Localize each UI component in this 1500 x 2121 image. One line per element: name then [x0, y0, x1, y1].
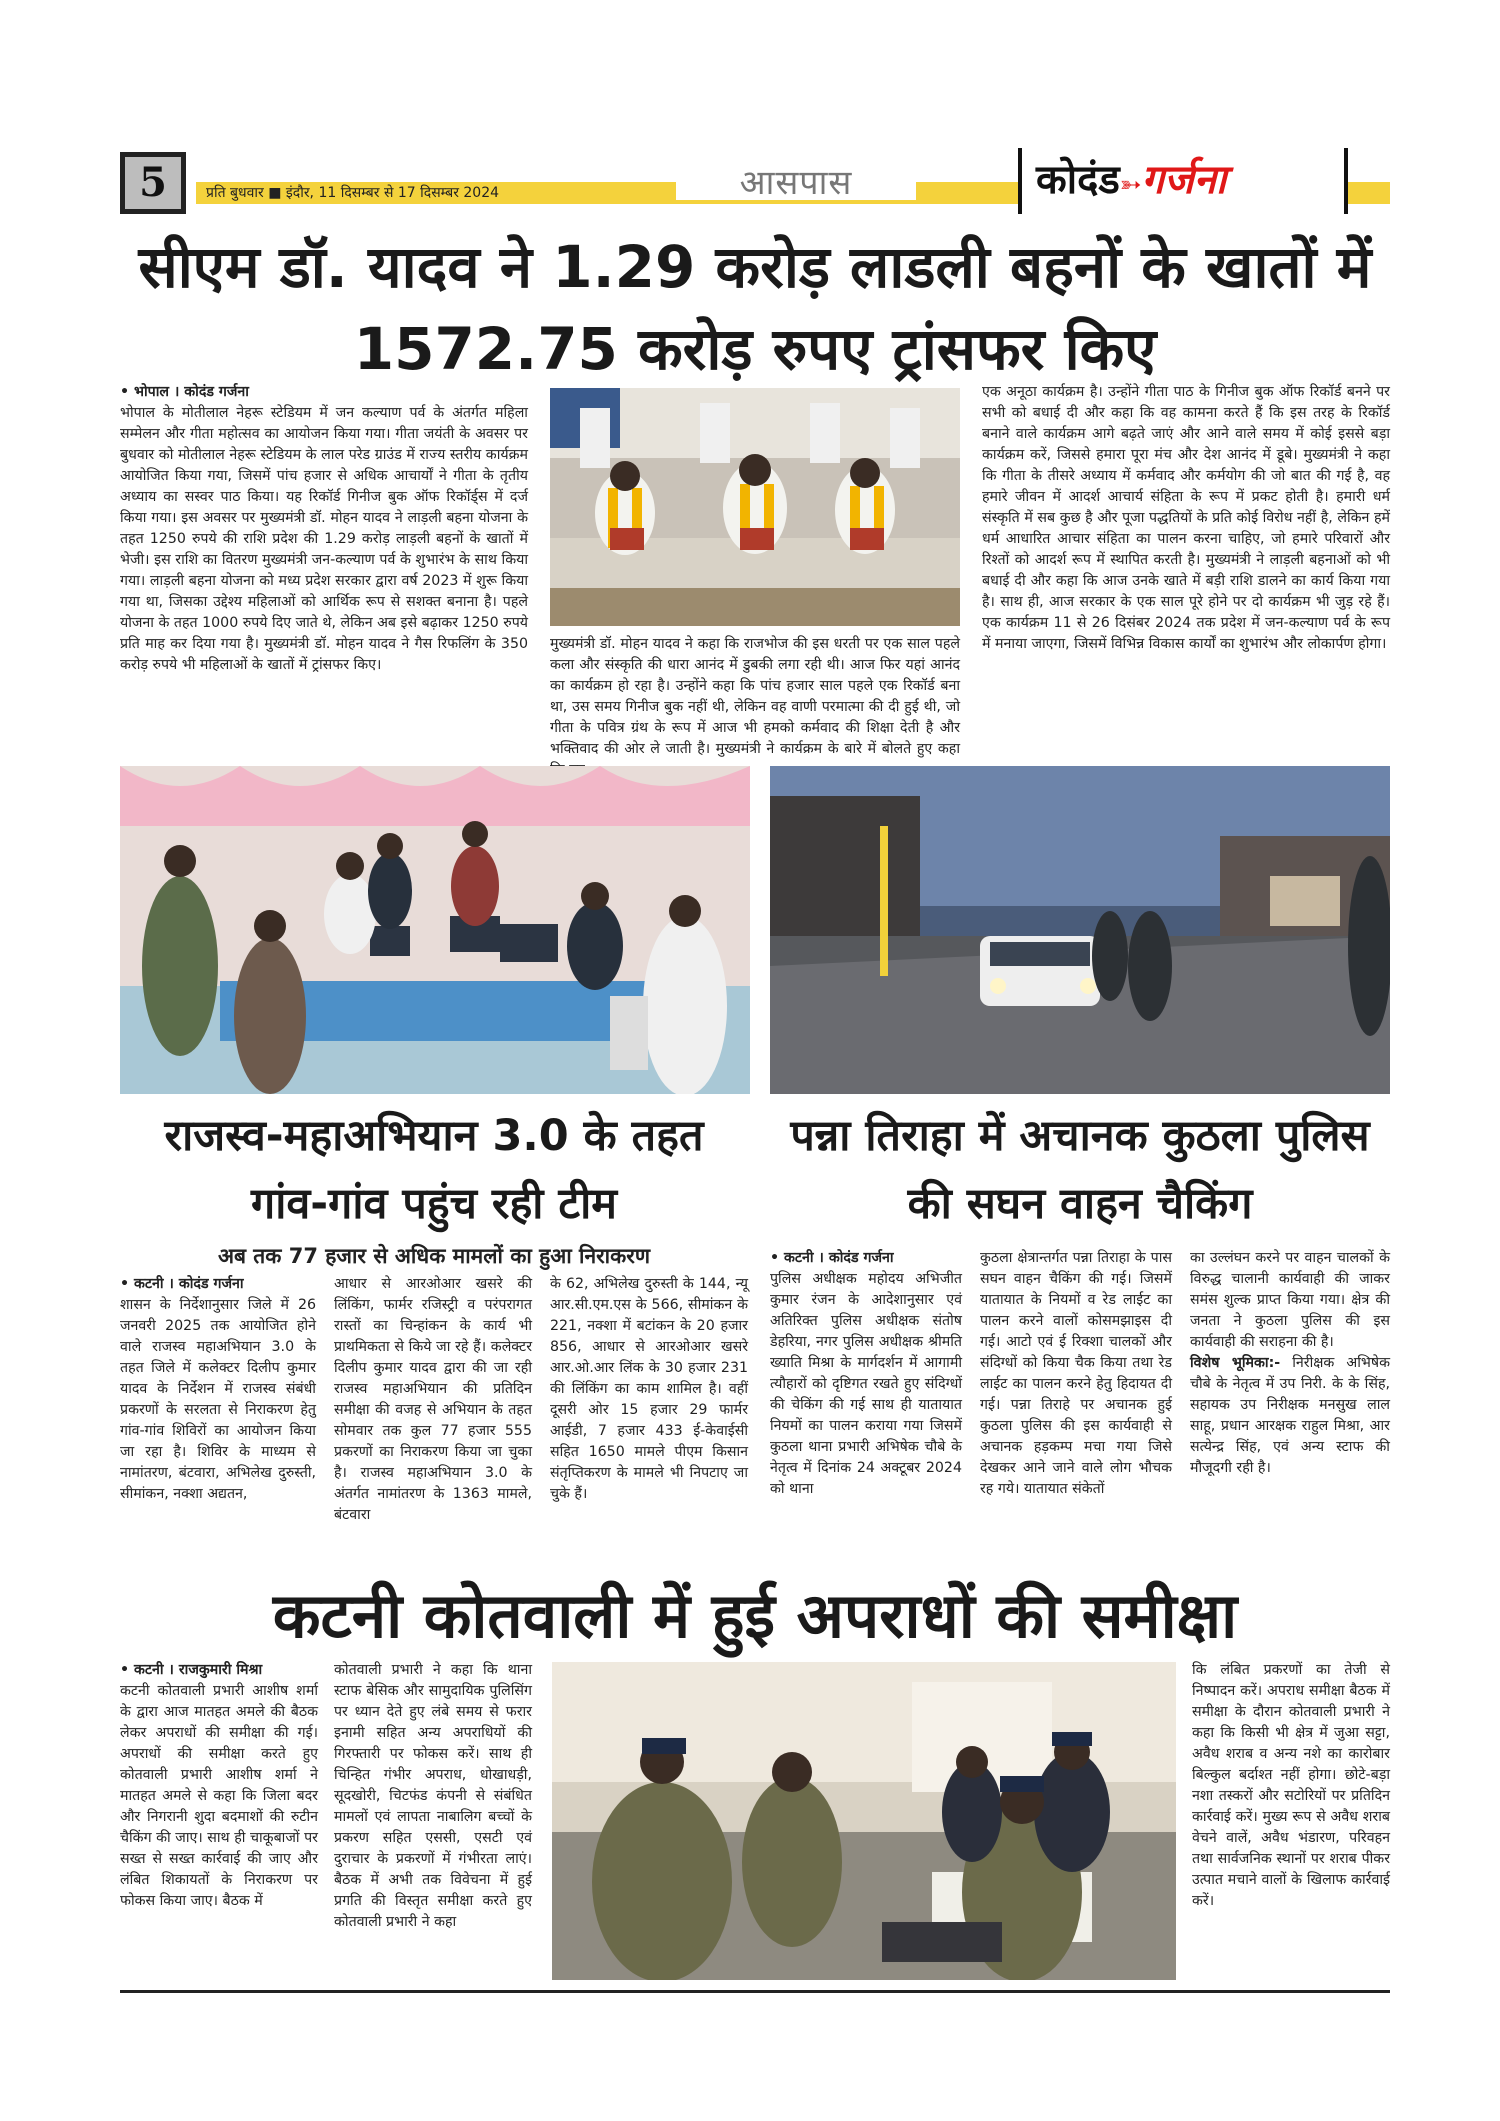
- story2-dateline: • कटनी । कोदंड गर्जना: [120, 1276, 244, 1292]
- story2-headline: राजस्व-महाअभियान 3.0 के तहत गांव-गांव पहुंच रही टीम: [164, 1111, 704, 1229]
- story4-column-1: [120, 1660, 318, 1912]
- issue-dateline: प्रति बुधवार ■ इंदौर, 11 दिसम्बर से 17 दिसम्बर 2024: [206, 185, 500, 201]
- page-number: 5: [120, 152, 186, 214]
- story3-text-3a: का उल्लंघन करने पर वाहन चालकों के विरुद्ध चालानी कार्यवाही की जाकर समंस शुल्क प्राप्त किया गया। क्षेत्र की जनता ने कुठला पुलिस की इस कार्यवाही की सराहना की है।: [1190, 1250, 1390, 1350]
- story4-headline: कटनी कोतवाली में हुई अपराधों की समीक्षा: [272, 1579, 1238, 1652]
- section-name: आसपास: [676, 166, 916, 200]
- story2-column-2: आधार से आरओआर खसरे की लिंकिंग, फार्मर रजिस्ट्री व परंपरागत रास्तों का चिन्हांकन के कार्य भी प्राथमिकता से किये जा रहे हैं। कलेक्टर दिलीप कुमार यादव द्वारा की जा रही राजस्व महाअभियान की प्रतिदिन समीक्षा की वजह से अभियान के तहत सोमवार तक कुल 77 हजार 555 प्रकरणों का निराकरण किया जा चुका है। राजस्व महाअभियान 3.0 के अंतर्गत नामांतरण के 1363 मामले, बंटवारा: [334, 1276, 532, 1523]
- page-header: [120, 152, 1390, 216]
- logo-text-left: कोदंड: [1036, 157, 1120, 203]
- story3-text-1: पुलिस अधीक्षक महोदय अभिजीत कुमार रंजन के आदेशानुसार एवं अतिरिक्त पुलिस अधीक्षक संतोष डेहरिया, नगर पुलिस अधीक्षक श्रीमति ख्याति मिश्रा के मार्गदर्शन में आगामी त्यौहारों को दृष्टिगत रखते हुए संदिग्धों की चेकिंग की गई साथ ही यातायात नियमों का पालन कराया गया जिसमें कुठला थाना प्रभारी अभिषेक चौबे के नेतृत्व में दिनांक 24 अक्टूबर 2024 को थाना: [770, 1271, 962, 1497]
- story3-column-2: कुठला क्षेत्रान्तर्गत पन्ना तिराहा के पास सघन वाहन चैकिंग की गई। जिसमें यातायात के नियमों व रेड लाईट का पालन करने वालों कोसमझाइस दी गई। आटो एवं ई रिक्शा चालकों और संदिग्धों को किया चैक किया तथा रेड लाईट का पालन करने हेतु हिदायत दी गई। पन्ना तिराहे पर अचानक हुई कुठला पुलिस की इस कार्यवाही से अचानक हड़कम्प मचा गया जिसे देखकर आने जाने वाले लोग भौचक रह गये। यातायात संकेतों: [980, 1250, 1172, 1497]
- stage-photo: [550, 388, 960, 626]
- story3-text-3b: निरीक्षक अभिषेक चौबे के नेतृत्व में उप निरी. के के सिंह, सहायक उप निरीक्षक मनसुख लाल साहू, प्रधान आरक्षक राहुल मिश्रा, आर सत्येन्द्र सिंह, एवं अन्य स्टाफ की मौजूदगी रही है।: [1190, 1355, 1390, 1476]
- story2-subheadline: अब तक 77 हजार से अधिक मामलों का हुआ निराकरण: [217, 1244, 651, 1268]
- story2-text-1: शासन के निर्देशानुसार जिले में 26 जनवरी 2025 तक आयोजित होने वाले राजस्व महाअभियान 3.0 के तहत जिले में कलेक्टर दिलीप कुमार यादव के निर्देशन में राजस्व संबंधी प्रकरणों के सरलता से निराकरण हेतु गांव-गांव शिविरों का आयोजन किया जा रहा है। शिविर के माध्यम से नामांतरण, बंटवारा, अभिलेख दुरुस्ती, सीमांकन, नक्शा अद्यतन,: [120, 1297, 316, 1502]
- traffic-check-photo: [770, 766, 1390, 1094]
- story4-column-3: कि लंबित प्रकरणों का तेजी से निष्पादन करें। अपराध समीक्षा बैठक में समीक्षा के दौरान कोतवाली प्रभारी ने कहा कि किसी भी क्षेत्र में जुआ सट्टा, अवैध शराब व अन्य नशे का कारोबार बिल्कुल बर्दाश्त नहीं होगा। छोटे-बड़ा नशा तस्करों और सटोरियों पर प्रतिदिन कार्रवाई करें। मुख्य रूप से अवैध शराब वेचने वालें, अवैध भंडारण, परिवहन तथा सार्वजनिक स्थानों पर शराब पीकर उत्पात मचाने वालों के खिलाफ कार्रवाई करें।: [1192, 1662, 1390, 1909]
- story2-column-1: [120, 1274, 316, 1505]
- story1-dateline: • भोपाल । कोदंड गर्जना: [120, 384, 249, 400]
- story1-column-2: मुख्यमंत्री डॉ. मोहन यादव ने कहा कि राजभोज की इस धरती पर एक साल पहले कला और संस्कृति की धारा आनंद में डुबकी लगा रही थी। आज फिर यहां आनंद का कार्यक्रम हो रहा है। उन्होंने कहा कि पांच हजार साल पहले एक रिकॉर्ड बना था, उस समय गिनीज बुक नहीं थी, लेकिन वह वाणी परमात्मा की दी हुई थी, जो गीता के पवित्र ग्रंथ के रूप में आज भी हमको कर्मवाद की शिक्षा देती है और भक्तिवाद की ओर ले जाती है। मुख्यमंत्री ने कार्यक्रम के बारे में बोलते हुए कहा: [550, 636, 960, 757]
- story1-headline: सीएम डॉ. यादव ने 1.29 करोड़ लाडली बहनों के खातों में 1572.75 करोड़ रुपए ट्रांसफर किए: [138, 233, 1372, 383]
- story3-column-3: [1190, 1248, 1390, 1479]
- story1-column-1: [120, 382, 528, 676]
- bottom-rule: [120, 1990, 1390, 1993]
- story4-dateline: • कटनी । राजकुमारी मिश्रा: [120, 1662, 263, 1678]
- story3-special-label: विशेष भूमिका:-: [1190, 1355, 1281, 1371]
- story4-column-2: कोतवाली प्रभारी ने कहा कि थाना स्टाफ बेसिक और सामुदायिक पुलिसिंग पर ध्यान देते हुए लंबे समय से फरार इनामी सहित अन्य अपराधियों की गिरफ्तारी पर फोकस करें। साथ ही चिन्हित गंभीर अपराध, धोखाधड़ी, सूदखोरी, चिटफंड कंपनी से संबंधित मामलों एवं लापता नाबालिग बच्चों के प्रकरण सहित एससी, एसटी एवं दुराचार के प्रकरणों में गंभीरता लाएं। बैठक में अभी तक विवेचना में हुई प्रगति की विस्तृत समीक्षा करते हुए कोतवाली प्रभारी ने कहा: [334, 1662, 532, 1930]
- story3-column-1: [770, 1248, 962, 1500]
- story2-column-3: के 62, अभिलेख दुरुस्ती के 144, न्यू आर.सी.एम.एस के 566, सीमांकन के 221, नक्शा में बटांकन के 20 हजार 856, आधार से आरओआर खसरे आर.ओ.आर लिंक के 30 हजार 231 की लिंकिंग का काम शामिल है। वहीं दूसरी ओर 15 हजार 29 फार्मर आईडी, 7 हजार 433 ई-केवाईसी सहित 1650 मामले पीएम किसान संतृप्तिकरण के मामले भी निपटाए जा चुके हैं।: [550, 1276, 748, 1502]
- story3-dateline: • कटनी । कोदंड गर्जना: [770, 1250, 894, 1266]
- camp-photo: [120, 766, 750, 1094]
- story1-column-3: एक अनूठा कार्यक्रम है। उन्होंने गीता पाठ के गिनीज बुक ऑफ रिकॉर्ड बनने पर सभी को बधाई दी और कहा कि वह कामना करते हैं कि इस तरह के रिकॉर्ड बनाने वाले कार्यक्रम आगे बढ़ते जाएं और आने वाले समय में कोई इससे बड़ा कार्यक्रम करें, जिससे हमारा पूरा मंच और देश आनंद में डूबे। मुख्यमंत्री ने कहा कि गीता के तीसरे अध्याय में कर्मवाद और कर्मयोग की जो बात की गई है, वह हमारे जीवन में आदर्श आचार्य संहिता के रूप में प्रकट होती है। हमारी धर्म संस्कृति में सब कुछ है और पूजा पद्धतियों के प्रति कोई विरोध नहीं है, लेकिन हमें धर्म आधारित आचार संहिता का पालन करना चाहिए, जो हमारे परिवारों और रिश्तों को आदर्श रूप में स्थापित करती है। मुख्यमंत्री ने लाड़ली बहनाओं को भी बधाई दी और कहा कि आज उनके खाते में बड़ी राशि डालने का कार्य किया गया है। साथ ही, आज सरकार के एक साल पूरे होने पर दो कार्यक्रम भी जुड़ रहे हैं। एक कार्यक्रम 11 से 26 दिसंबर 2024 तक प्रदेश में जन-कल्याण पर्व के रूप में मनाया जाएगा, जिसमें विभिन्न विकास कार्यों का शुभारंभ और लोकार्पण होगा।: [982, 384, 1390, 652]
- logo-text-right: गर्जना: [1141, 157, 1227, 203]
- police-meeting-photo: [552, 1662, 1176, 1980]
- story4-text-1: कटनी कोतवाली प्रभारी आशीष शर्मा के द्वारा आज मातहत अमले की बैठक लेकर अपराधों की समीक्षा की गई। अपराधों की समीक्षा करते हुए कोतवाली प्रभारी आशीष शर्मा ने मातहत अमले से कहा कि जिला बदर और निगरानी शुदा बदमाशों की रुटीन चैकिंग की जाए। साथ ही चाकूबाजों पर सख्त से सख्त कार्रवाई की जाए और लंबित शिकायतों के निराकरण पर फोकस किया जाए। बैठक में: [120, 1683, 318, 1909]
- masthead-logo: कोदंड➳गर्जना: [1018, 148, 1348, 214]
- story1-text-1: भोपाल के मोतीलाल नेहरू स्टेडियम में जन कल्याण पर्व के अंतर्गत महिला सम्मेलन और गीता महोत्सव का आयोजन किया गया। गीता जयंती के अवसर पर बुधवार को मोतीलाल नेहरू स्टेडियम के लाल परेड ग्राउंड में राज्य स्तरीय कार्यक्रम आयोजित किया गया, जिसमें पांच हजार से अधिक आचार्यों ने गीता के तृतीय अध्याय का सस्वर पाठ किया। यह रिकॉर्ड गिनीज बुक ऑफ रिकॉर्ड्स में दर्ज किया गया। इस अवसर पर मुख्यमंत्री डॉ. मोहन यादव ने लाड़ली बहना योजना के तहत 1250 रुपये की राशि प्रदेश की 1.29 करोड़ लाड़ली बहनों के खातों में भेजी। इस राशि का वितरण मुख्यमंत्री जन-कल्याण पर्व के शुभारंभ के साथ किया गया। लाड़ली बहना योजना को मध्य प्रदेश सरकार द्वारा वर्ष 2023 में शुरू किया गया था, जिसका उद्देश्य महिलाओं को आर्थिक रूप से सशक्त बनाना है। पहले योजना के तहत 1000 रुपये दिए जाते थे, लेकिन अब इसे बढ़ाकर 1250 रुपये प्रति माह कर दिया गया है। मुख्यमंत्री डॉ. मोहन यादव ने गैस रिफलिंग के 350 करोड़ रुपये भी महिलाओं के खातों में ट्रांसफर किए।: [120, 405, 528, 673]
- story3-headline: पन्ना तिराहा में अचानक कुठला पुलिस की सघन वाहन चैकिंग: [790, 1111, 1370, 1229]
